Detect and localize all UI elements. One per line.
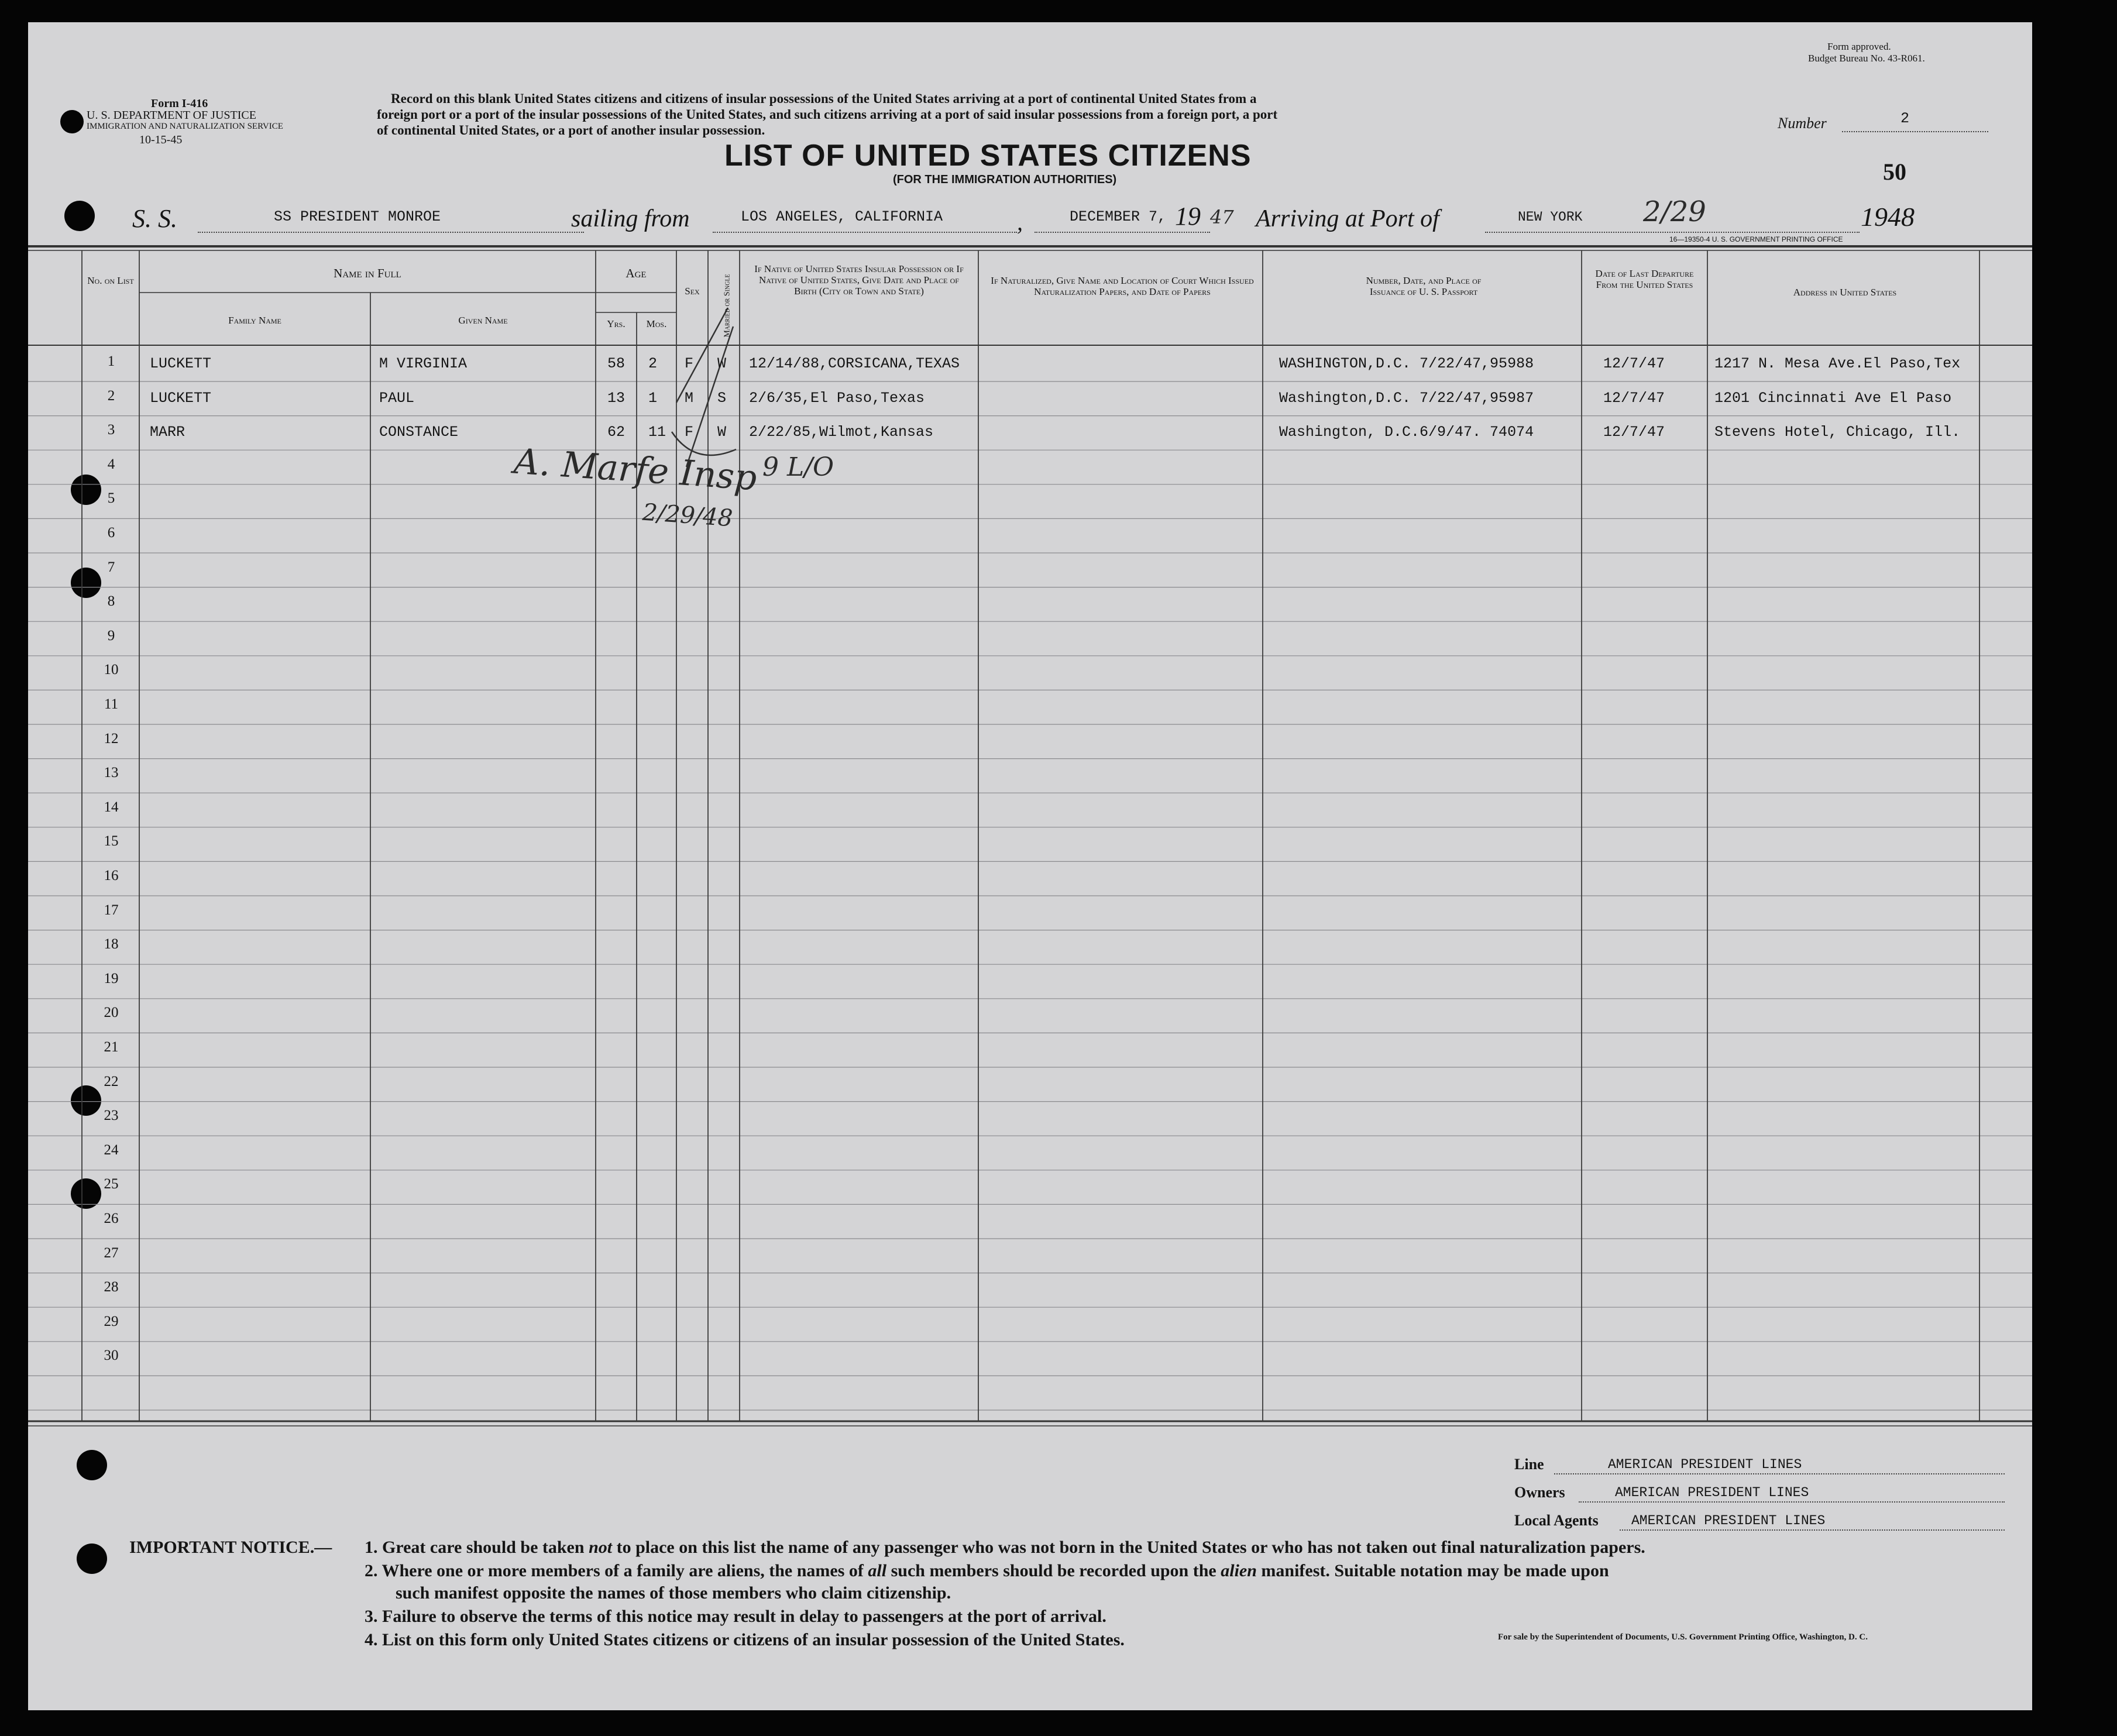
owners-value: AMERICAN PRESIDENT LINES [1615, 1485, 1809, 1500]
notice-2-emph: all [868, 1561, 887, 1580]
sailing-from: LOS ANGELES, CALIFORNIA [741, 208, 943, 225]
arrival-port: NEW YORK [1518, 209, 1583, 225]
line-number: 1 [107, 353, 115, 369]
line-number: 2 [107, 387, 115, 404]
inspection-date: 2/29/48 [641, 499, 734, 532]
manifest-form [28, 22, 2032, 1710]
address-cell: Stevens Hotel, Chicago, Ill. [1714, 424, 1961, 441]
header-departure: Date of Last Departure From the United States [1595, 268, 1694, 290]
age-years-cell: 58 [607, 355, 626, 372]
line-number: 3 [107, 422, 115, 438]
birth-cell: 2/22/85,Wilmot,Kansas [749, 424, 934, 441]
record-text-2: foreign port or a port of the insular possessions of the United States, and such citizens arriving at a port of said insular possessions from a foreign port, a port [377, 107, 1278, 122]
local-agents-value: AMERICAN PRESIDENT LINES [1631, 1513, 1826, 1528]
form-department: U. S. DEPARTMENT OF JUSTICE [87, 109, 256, 122]
marital-status-cell: S [717, 389, 727, 407]
notice-2-continued: such manifest opposite the names of those members who claim citizenship. [396, 1583, 951, 1603]
page-title: LIST OF UNITED STATES CITIZENS [724, 139, 1252, 173]
line-number: 20 [104, 1005, 119, 1021]
record-text-1: Record on this blank United States citizens and citizens of insular possessions of the United States arriving at a port of continental United States from a [391, 91, 1257, 106]
departure-cell: 12/7/47 [1603, 424, 1665, 441]
line-number: 25 [104, 1176, 119, 1192]
header-given: Given Name [458, 315, 508, 326]
number-label: Number [1778, 115, 1827, 132]
birth-cell: 12/14/88,CORSICANA,TEXAS [749, 355, 960, 372]
ship-name: SS PRESIDENT MONROE [274, 208, 441, 225]
header-no: No. on List [87, 275, 134, 286]
line-number: 17 [104, 902, 119, 918]
inspector-code: 9 L/O [762, 452, 834, 482]
given-name-cell: CONSTANCE [379, 424, 459, 441]
age-years-cell: 62 [607, 424, 626, 441]
marital-status-cell: W [717, 355, 727, 372]
year-handwritten: 47 [1210, 206, 1234, 228]
line-number: 7 [107, 559, 115, 575]
local-agents-label: Local Agents [1514, 1512, 1599, 1529]
age-years-cell: 13 [607, 389, 626, 407]
header-name: Name in Full [334, 266, 401, 280]
line-number: 8 [107, 593, 115, 610]
line-number: 19 [104, 970, 119, 986]
age-months-cell: 2 [648, 355, 658, 372]
budget-bureau: Budget Bureau No. 43-R061. [1808, 53, 1925, 64]
address-cell: 1201 Cincinnati Ave El Paso [1714, 389, 1952, 407]
arriving-label: Arriving at Port of [1256, 205, 1439, 232]
address-cell: 1217 N. Mesa Ave.El Paso,Tex [1714, 355, 1961, 372]
notice-2e: manifest. Suitable notation may be made upon [1261, 1561, 1609, 1580]
line-number: 11 [104, 696, 119, 712]
line-number: 27 [104, 1245, 119, 1261]
page-subtitle: (FOR THE IMMIGRATION AUTHORITIES) [893, 173, 1117, 186]
sex-cell: F [685, 355, 694, 372]
notice-3: 3. Failure to observe the terms of this notice may result in delay to passengers at the port of arrival. [365, 1607, 1106, 1626]
line-number: 29 [104, 1313, 119, 1329]
form-date: 10-15-45 [139, 133, 183, 146]
passport-cell: Washington,D.C. 7/22/47,95987 [1279, 389, 1534, 407]
line-number: 9 [107, 627, 115, 644]
header-naturalized: If Naturalized, Give Name and Location of Court Which Issued Naturalization Papers, and Date of Papers [991, 275, 1254, 297]
line-number: 10 [104, 662, 119, 678]
passport-cell: WASHINGTON,D.C. 7/22/47,95988 [1279, 355, 1534, 372]
line-number: 14 [104, 799, 119, 815]
sailing-label: sailing from [571, 205, 690, 232]
notice-heading: IMPORTANT NOTICE.— [129, 1538, 332, 1557]
notice-1-emph: not [589, 1538, 613, 1557]
line-number: 23 [104, 1108, 119, 1124]
line-number: 28 [104, 1279, 119, 1295]
footer-printer: For sale by the Superintendent of Documents, U.S. Government Printing Office, Washington, D. C. [1498, 1632, 1868, 1642]
notice-2a: 2. Where one or more members of a family are aliens, the names of [365, 1561, 864, 1580]
comma: , [1017, 209, 1023, 235]
header-address: Address in United States [1793, 287, 1897, 298]
arrival-year: 1948 [1861, 202, 1915, 232]
birth-cell: 2/6/35,El Paso,Texas [749, 389, 925, 407]
line-number: 13 [104, 765, 119, 781]
printing-office: 16—19350-4 U. S. GOVERNMENT PRINTING OFFICE [1669, 235, 1843, 243]
notice-2 [365, 1561, 1609, 1581]
given-name-cell: PAUL [379, 389, 415, 407]
line-number: 15 [104, 833, 119, 850]
page-number: 50 [1883, 159, 1906, 185]
header-age: Age [626, 266, 647, 280]
line-number: 26 [104, 1211, 119, 1226]
notice-1a: 1. Great care should be taken [365, 1538, 585, 1557]
record-text-3: of continental United States, or a port of another insular possession. [377, 123, 765, 137]
line-number: 16 [104, 868, 119, 884]
form-id: Form I-416 [151, 97, 208, 110]
line-number: 4 [107, 456, 115, 472]
line-number: 22 [104, 1073, 119, 1089]
departure-cell: 12/7/47 [1603, 355, 1665, 372]
form-service: IMMIGRATION AND NATURALIZATION SERVICE [87, 122, 283, 131]
line-label: Line [1514, 1456, 1544, 1473]
arrival-date-handwritten: 2/29 [1643, 195, 1706, 228]
passport-cell: Washington, D.C.6/9/47. 74074 [1279, 424, 1534, 441]
line-number: 5 [107, 490, 115, 507]
given-name-cell: M VIRGINIA [379, 355, 468, 372]
notice-1c: to place on this list the name of any passenger who was not born in the United States or who has not taken out final naturalization papers. [616, 1538, 1645, 1557]
ss-label: S. S. [132, 204, 177, 233]
age-months-cell: 11 [648, 424, 666, 441]
header-sex: Sex [685, 286, 700, 297]
line-number: 18 [104, 936, 119, 953]
header-native: If Native of United States Insular Possession or If Native of United States, Give Date and Place of Birth (City or Town and State) [754, 263, 964, 297]
age-months-cell: 1 [648, 389, 658, 407]
line-number: 6 [107, 525, 115, 541]
line-number: 30 [104, 1347, 119, 1364]
header-married: Married or Single [723, 274, 732, 338]
header-passport: Number, Date, and Place of Issuance of U. S. Passport [1366, 275, 1482, 297]
family-name-cell: LUCKETT [150, 389, 212, 407]
header-family: Family Name [228, 315, 281, 326]
line-value: AMERICAN PRESIDENT LINES [1608, 1457, 1802, 1472]
family-name-cell: MARR [150, 424, 185, 441]
sex-cell: M [685, 389, 694, 407]
notice-2-alien: alien [1221, 1561, 1257, 1580]
departure-date: DECEMBER 7, [1070, 208, 1167, 225]
header-mos: Mos. [646, 318, 667, 329]
marital-status-cell: W [717, 424, 727, 441]
family-name-cell: LUCKETT [150, 355, 212, 372]
departure-cell: 12/7/47 [1603, 389, 1665, 407]
owners-label: Owners [1514, 1484, 1565, 1501]
line-number: 12 [104, 730, 119, 747]
line-number: 24 [104, 1142, 119, 1158]
line-number: 21 [104, 1039, 119, 1055]
notice-4: 4. List on this form only United States citizens or citizens of an insular possession of the United States. [365, 1630, 1125, 1649]
header-yrs: Yrs. [607, 318, 626, 329]
sex-cell: F [685, 424, 694, 441]
form-approved: Form approved. [1827, 41, 1891, 52]
notice-1 [365, 1538, 1645, 1558]
inspector-signature: A. Marfe Insp [513, 441, 758, 499]
notice-2c: such members should be recorded upon the [891, 1561, 1216, 1580]
number-value: 2 [1901, 110, 1910, 127]
year-prefix: 19 [1175, 202, 1201, 231]
